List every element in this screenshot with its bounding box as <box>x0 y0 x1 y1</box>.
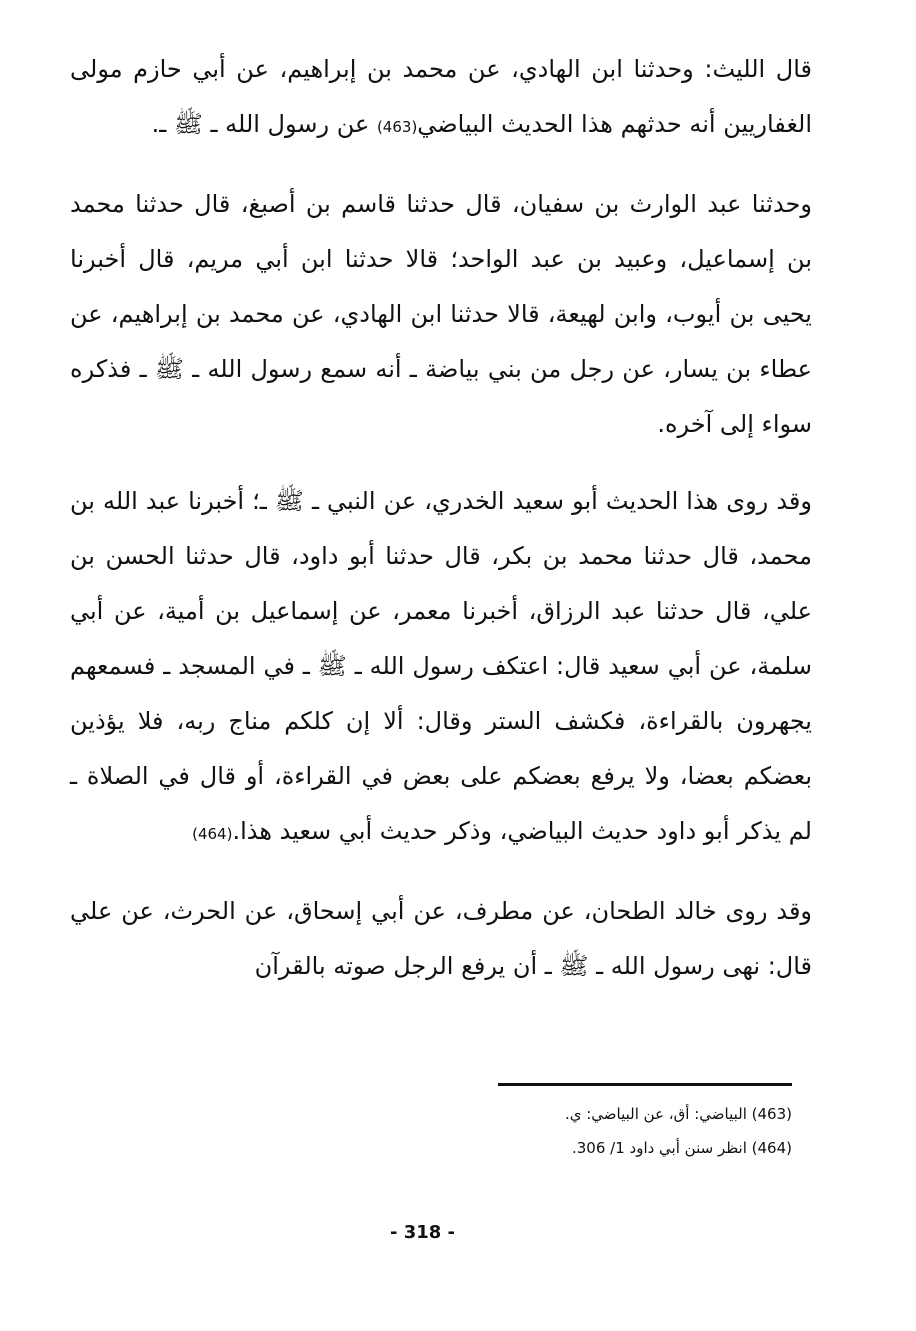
paragraph-4-text: وقد روى خالد الطحان، عن مطرف، عن أبي إسحاق، عن الحرث، عن علي قال: نهى رسول الله ـ ﷺ ـ أن يرفع الرجل صوته بالقرآن <box>70 897 812 980</box>
main-text <box>70 42 812 1016</box>
footnote-ref-463: (463) <box>376 118 418 136</box>
paragraph-1-text: قال الليث: وحدثنا ابن الهادي، عن محمد بن إبراهيم، عن أبي حازم مولى الغفاريين أنه حدثهم هذا الحديث البياضي <box>70 55 812 138</box>
paragraph-1 <box>70 42 812 155</box>
paragraph-1-text-end: عن رسول الله ـ ﷺ ـ. <box>151 110 377 138</box>
footnote-divider <box>498 1083 792 1086</box>
paragraph-4 <box>70 884 812 994</box>
paragraph-2-text: وحدثنا عبد الوارث بن سفيان، قال حدثنا قاسم بن أصبغ، قال حدثنا محمد بن إسماعيل، وعبيد بن عبد الواحد؛ قالا حدثنا ابن أبي مريم، قال أخبرنا يحيى بن أيوب، وابن لهيعة، قالا حدثنا ابن الهادي، عن محمد بن إبراهيم، عن عطاء بن يسار، عن رجل من بني بياضة ـ أنه سمع رسول الله ـ ﷺ ـ فذكره سواء إلى آخره. <box>70 190 812 438</box>
footnote-463: (463) البياضي: أق، عن البياضي: ي. <box>564 1105 792 1123</box>
page-number: - 318 - <box>389 1222 456 1243</box>
footnote-ref-464: (464) <box>192 825 233 843</box>
footnotes <box>420 1097 792 1165</box>
paragraph-3 <box>70 474 812 862</box>
footnote-464: (464) انظر سنن أبي داود 1/ 306. <box>571 1139 792 1157</box>
paragraph-3-text: وقد روى هذا الحديث أبو سعيد الخدري، عن النبي ـ ﷺ ـ؛ أخبرنا عبد الله بن محمد، قال حدثنا محمد بن بكر، قال حدثنا أبو داود، قال حدثنا الحسن بن علي، قال حدثنا عبد الرزاق، أخبرنا معمر، عن إسماعيل بن أمية، عن أبي سلمة، عن أبي سعيد قال: اعتكف رسول الله ـ ﷺ ـ في المسجد ـ فسمعهم يجهرون بالقراءة، فكشف الستر وقال: ألا إن كلكم مناج ربه، فلا يؤذين بعضكم بعضا، ولا يرفع بعضكم على بعض في القراءة، أو قال في الصلاة ـ لم يذكر أبو داود حديث البياضي، وذكر حديث أبي سعيد هذا. <box>70 487 812 845</box>
paragraph-2 <box>70 177 812 452</box>
